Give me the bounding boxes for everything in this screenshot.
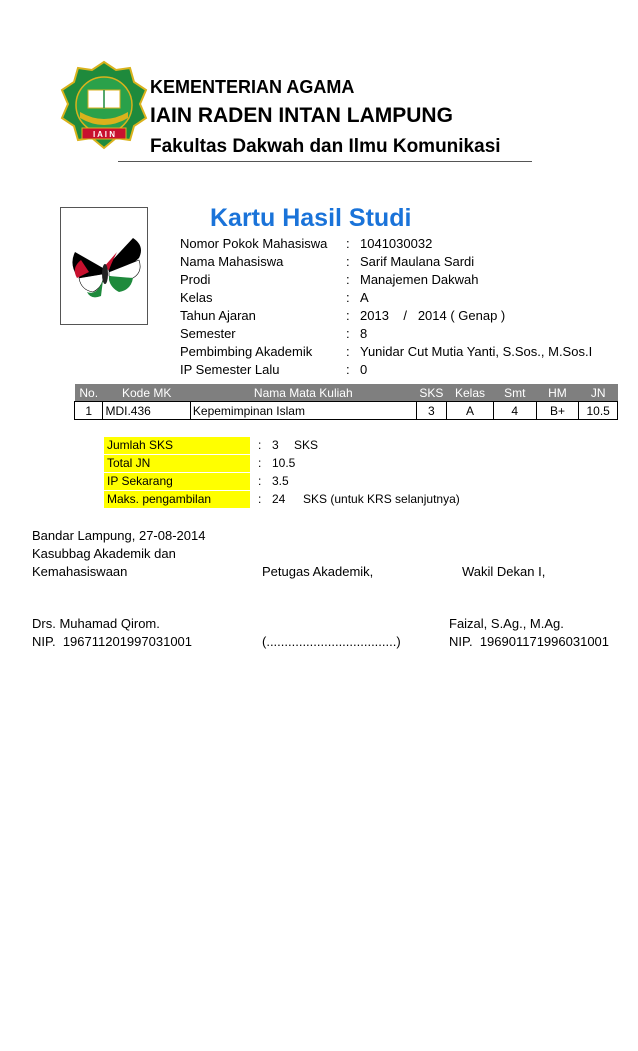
right-signer-name: Faizal, S.Ag., M.Ag. — [449, 616, 564, 631]
info-separator: : — [346, 362, 350, 377]
info-label: Prodi — [180, 272, 211, 287]
column-header: Smt — [493, 384, 536, 402]
svg-text:I A I N: I A I N — [92, 130, 116, 139]
cell-nama: Kepemimpinan Islam — [190, 402, 416, 420]
summary-unit: SKS (untuk KRS selanjutnya) — [303, 492, 460, 506]
info-separator: : — [346, 254, 350, 269]
cell-no: 1 — [75, 402, 103, 420]
left-signer-name: Drs. Muhamad Qirom. — [32, 616, 160, 631]
summary-value: 3 — [272, 438, 279, 452]
table-row — [75, 402, 618, 420]
cell-smt: 4 — [493, 402, 536, 420]
info-value: Yunidar Cut Mutia Yanti, S.Sos., M.Sos.I — [360, 344, 593, 359]
cell-jn: 10.5 — [579, 402, 618, 420]
info-label: IP Semester Lalu — [180, 362, 280, 377]
summary-row-jumlah-sks — [0, 437, 638, 454]
left-signer-title-2: Kemahasiswaan — [32, 564, 128, 579]
course-table — [74, 384, 618, 420]
info-label: Semester — [180, 326, 236, 341]
info-row-tahun — [0, 308, 638, 326]
info-value: Manajemen Dakwah — [360, 272, 479, 287]
info-row-prodi — [0, 272, 638, 290]
summary-value: 10.5 — [272, 456, 296, 470]
column-header: SKS — [416, 384, 447, 402]
info-row-pembimbing — [0, 344, 638, 362]
middle-signature-blank: (....................................) — [262, 634, 401, 649]
column-header: No. — [75, 384, 103, 402]
summary-row-maks — [0, 491, 638, 508]
info-row-npm — [0, 236, 638, 254]
info-value: A — [360, 290, 369, 305]
student-info — [0, 236, 638, 380]
column-header: Kelas — [447, 384, 494, 402]
summary-row-total-jn — [0, 455, 638, 472]
info-label: Tahun Ajaran — [180, 308, 256, 323]
summary-label: Maks. pengambilan — [104, 491, 250, 508]
summary-separator: : — [258, 438, 262, 452]
right-signer-nip: NIP. 196901171996031001 — [449, 634, 610, 649]
info-value: 2013 / 2014 ( Genap ) — [360, 308, 506, 323]
info-separator: : — [346, 290, 350, 305]
institution-logo — [58, 60, 150, 152]
cell-hm: B+ — [536, 402, 579, 420]
info-separator: : — [346, 272, 350, 287]
info-row-semester — [0, 326, 638, 344]
info-value: Sarif Maulana Sardi — [360, 254, 475, 269]
header-divider — [118, 161, 532, 162]
info-value: 0 — [360, 362, 368, 377]
table-header-row — [75, 384, 618, 402]
info-separator: : — [346, 326, 350, 341]
info-separator: : — [346, 344, 350, 359]
column-header: JN — [579, 384, 618, 402]
summary-label: Jumlah SKS — [104, 437, 250, 454]
summary-label: IP Sekarang — [104, 473, 250, 490]
info-row-kelas — [0, 290, 638, 308]
summary-value: 3.5 — [272, 474, 289, 488]
left-signer-title-1: Kasubbag Akademik dan — [32, 546, 176, 561]
info-separator: : — [346, 236, 350, 251]
document-title: Kartu Hasil Studi — [210, 204, 412, 232]
header-ministry: KEMENTERIAN AGAMA — [150, 77, 355, 97]
place-date: Bandar Lampung, 27-08-2014 — [32, 528, 206, 543]
info-separator: : — [346, 308, 350, 323]
info-row-name — [0, 254, 638, 272]
cell-kelas: A — [447, 402, 494, 420]
summary-separator: : — [258, 456, 262, 470]
summary-row-ip-sekarang — [0, 473, 638, 490]
info-label: Nama Mahasiswa — [180, 254, 284, 269]
cell-kode: MDI.436 — [103, 402, 190, 420]
column-header: Nama Mata Kuliah — [190, 384, 416, 402]
cell-sks: 3 — [416, 402, 447, 420]
info-value: 1041030032 — [360, 236, 433, 251]
middle-signer-title: Petugas Akademik, — [262, 564, 374, 579]
summary-separator: : — [258, 474, 262, 488]
column-header: Kode MK — [103, 384, 190, 402]
column-header: HM — [536, 384, 579, 402]
info-label: Kelas — [180, 290, 213, 305]
header-faculty: Fakultas Dakwah dan Ilmu Komunikasi — [150, 136, 501, 157]
info-value: 8 — [360, 326, 368, 341]
header-institution: IAIN RADEN INTAN LAMPUNG — [150, 104, 453, 127]
summary-separator: : — [258, 492, 262, 506]
summary-unit: SKS — [294, 438, 319, 452]
summary-value: 24 — [272, 492, 286, 506]
info-label: Nomor Pokok Mahasiswa — [180, 236, 328, 251]
summary-block — [0, 437, 638, 509]
info-row-ip-lalu — [0, 362, 638, 380]
summary-label: Total JN — [104, 455, 250, 472]
left-signer-nip: NIP. 196711201997031001 — [32, 634, 193, 649]
right-signer-title: Wakil Dekan I, — [462, 564, 546, 579]
info-label: Pembimbing Akademik — [180, 344, 313, 359]
